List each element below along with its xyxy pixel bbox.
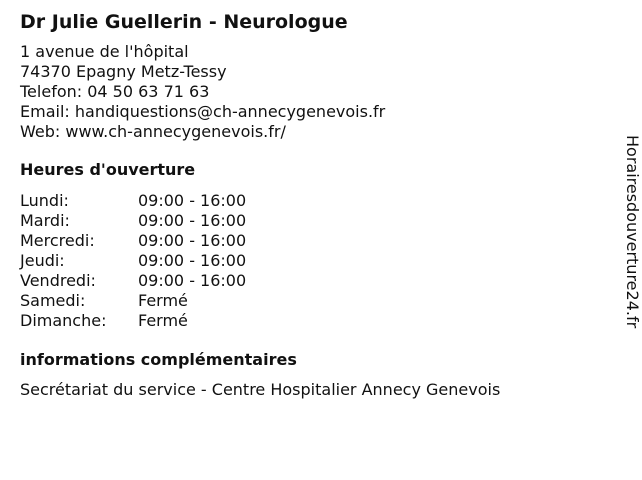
- day-label: Samedi:: [20, 291, 86, 310]
- opening-hours-table: [20, 191, 600, 331]
- practice-card: [20, 9, 600, 400]
- day-label: Dimanche:: [20, 311, 107, 330]
- additional-info-heading: informations complémentaires: [20, 350, 297, 369]
- address-line-2: 74370 Epagny Metz-Tessy: [20, 62, 227, 81]
- website-text: Web: www.ch-annecygenevois.fr/: [20, 122, 286, 141]
- day-label: Jeudi:: [20, 251, 65, 270]
- hours-row-sunday: [20, 311, 600, 331]
- hours-row-tuesday: [20, 211, 600, 231]
- day-label: Lundi:: [20, 191, 69, 210]
- email-text: Email: handiquestions@ch-annecygenevois.fr: [20, 102, 386, 121]
- contact-block: [20, 42, 600, 142]
- site-watermark-text: Horairesdouverture24.fr: [623, 135, 642, 329]
- day-label: Mercredi:: [20, 231, 95, 250]
- address-line-1: 1 avenue de l'hôpital: [20, 42, 189, 61]
- hours-row-thursday: [20, 251, 600, 271]
- phone-text: Telefon: 04 50 63 71 63: [20, 82, 210, 101]
- time-value: 09:00 - 16:00: [138, 271, 247, 290]
- additional-info-text: Secrétariat du service - Centre Hospitalier Annecy Genevois: [20, 380, 501, 399]
- day-label: Vendredi:: [20, 271, 96, 290]
- site-watermark: [622, 135, 642, 375]
- time-value: 09:00 - 16:00: [138, 251, 247, 270]
- day-label: Mardi:: [20, 211, 70, 230]
- time-value: 09:00 - 16:00: [138, 211, 247, 230]
- time-value: 09:00 - 16:00: [138, 231, 247, 250]
- hours-row-saturday: [20, 291, 600, 311]
- hours-row-friday: [20, 271, 600, 291]
- time-value: Fermé: [138, 291, 188, 310]
- time-value: 09:00 - 16:00: [138, 191, 247, 210]
- hours-row-wednesday: [20, 231, 600, 251]
- hours-row-monday: [20, 191, 600, 211]
- opening-hours-heading: Heures d'ouverture: [20, 160, 196, 179]
- page-title: Dr Julie Guellerin - Neurologue: [20, 11, 348, 33]
- time-value: Fermé: [138, 311, 188, 330]
